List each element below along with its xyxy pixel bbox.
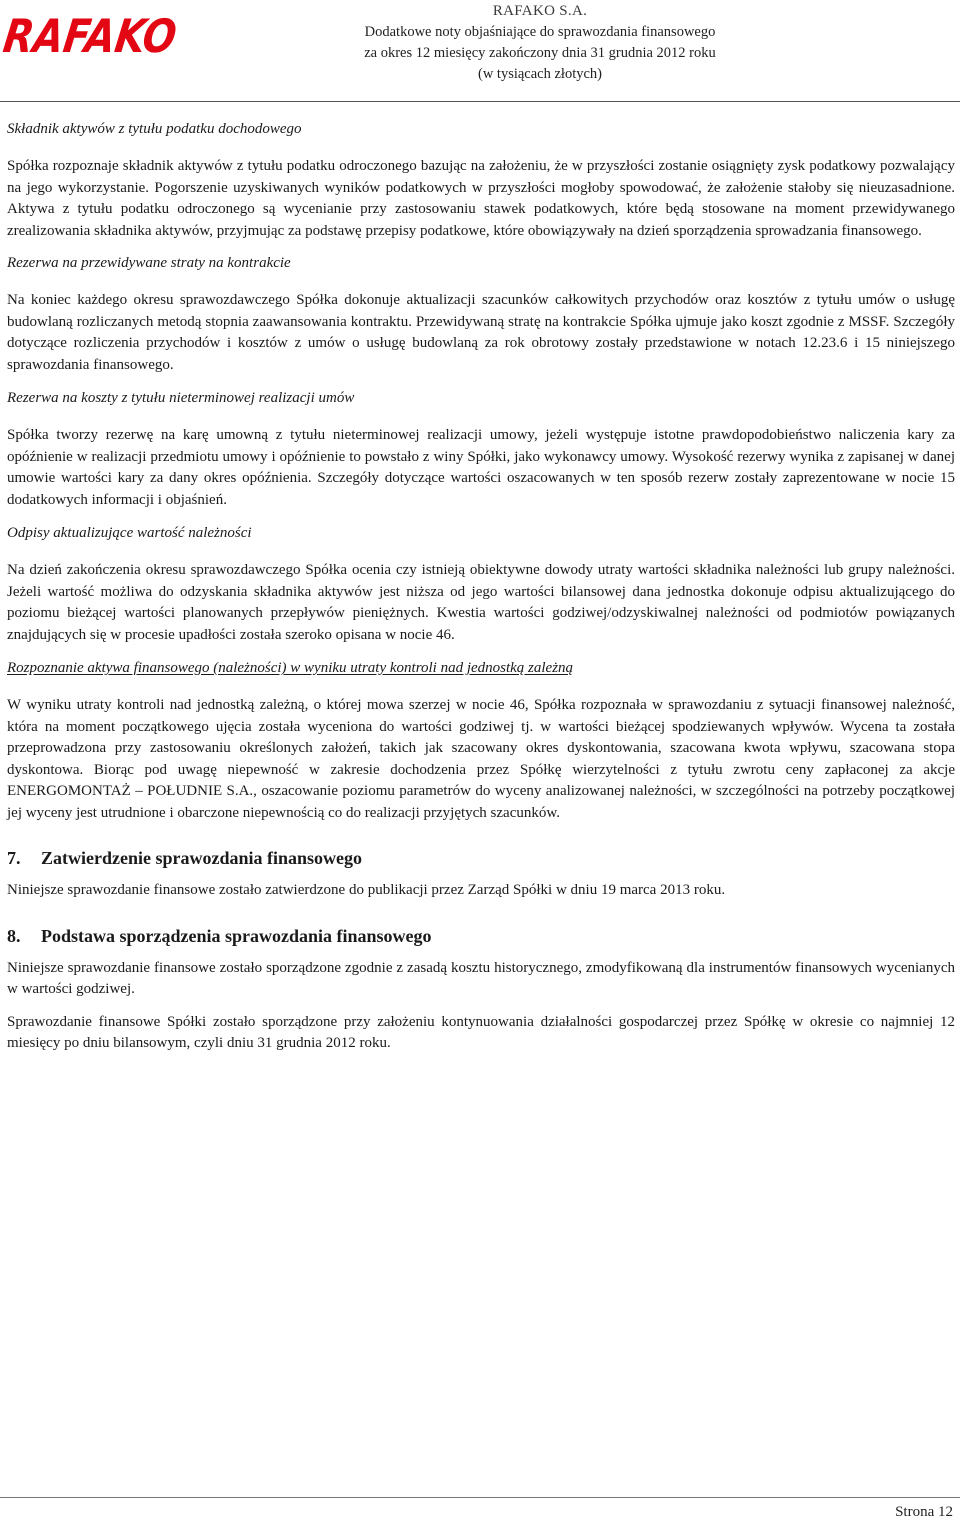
page-header [0, 0, 960, 104]
paragraph-receivables-writedowns: Na dzień zakończenia okresu sprawozdawczego Spółka ocenia czy istnieją obiektywne dowody utraty wartości składnika należności lub grupy należności. Jeżeli wartość możliwa do odzyskania składnika aktywów jest niższa od jego wartości bilansowej dana jednostka dokonuje odpisu aktualizującego do poziomu bieżącej wartości planowanych przepływów pieniężnych. Kwestia wartości godziwej/odzyskiwalnej należności od podmiotów powiązanych znajdujących się w procesie upadłości została szeroko opisana w nocie 46. [7, 562, 955, 643]
paragraph-late-delivery: Spółka tworzy rezerwę na karę umowną z tytułu nieterminowej realizacji umowy, jeżeli występuje istotne prawdopodobieństwo naliczenia kary za opóźnienie w realizacji przedmiotu umowy i opóźnienie to powstało z winy Spółki, jako wykonawcy umowy. Wysokość rezerwy wynika z zapisanej w danej umowie wartości kary za dany okres opóźnienia. Szczegóły dotyczące wartości oszacowanych w ten sposób rezerw zostały zaprezentowane w nocie 15 dodatkowych informacji i objaśnień. [7, 427, 955, 508]
document-title: Dodatkowe noty objaśniające do sprawozdania finansowego [364, 24, 716, 40]
paragraph-approval: Niniejsze sprawozdanie finansowe zostało zatwierdzone do publikacji przez Zarząd Spółki w dniu 19 marca 2013 roku. [7, 882, 726, 898]
section-title-contract-losses: Rezerwa na przewidywane straty na kontrakcie [7, 255, 291, 271]
company-name: RAFAKO S.A. [492, 3, 588, 19]
header-title-block [300, 0, 780, 85]
document-units: (w tysiącach złotych) [477, 66, 602, 82]
svg-text:RAFAKO: RAFAKO [0, 9, 212, 63]
heading-8 [7, 924, 955, 948]
paragraph-deferred-tax: Spółka rozpoznaje składnik aktywów z tytułu podatku odroczonego bazując na założeniu, że w przyszłości zostanie osiągnięty zysk podatkowy pozwalający na jego wykorzystanie. Pogorszenie uzyskiwanych wyników podatkowych w przyszłości mogłoby spowodować, że założenie stałoby się nieuzasadnione. Aktywa z tytułu podatku odroczonego są wycenianie przy zastosowaniu stawek podatkowych, które będą stosowane na moment przewidywanego zrealizowania składnika aktywów, przyjmując za podstawę przepisy podatkowe, które obowiązywały na dzień sporządzenia sprowadzania finansowego. [7, 158, 955, 239]
heading-7 [7, 846, 955, 870]
header-divider [0, 101, 960, 102]
paragraph-basis: Niniejsze sprawozdanie finansowe zostało sporządzone zgodnie z zasadą kosztu historycznego, zmodyfikowaną dla instrumentów finansowych wycenianych w wartości godziwej. [7, 959, 955, 997]
section-title-late-delivery: Rezerwa na koszty z tytułu nieterminowej realizacji umów [7, 390, 355, 406]
paragraph-going-concern: Sprawozdanie finansowe Spółki zostało sporządzone przy założeniu kontynuowania działalności gospodarczej przez Spółkę w okresie co najmniej 12 miesięcy po dniu bilansowym, czyli dniu 31 grudnia 2012 roku. [7, 1013, 955, 1051]
heading-8-text: Podstawa sporządzenia sprawozdania finansowego [41, 925, 432, 946]
section-title-receivables-writedowns: Odpisy aktualizujące wartość należności [7, 525, 252, 541]
document-body [7, 119, 955, 1066]
page-number: Strona 12 [895, 1504, 953, 1520]
section-title-financial-asset: Rozpoznanie aktywa finansowego (należności) w wyniku utraty kontroli nad jednostką zależną [7, 660, 574, 676]
heading-8-number: 8. [7, 925, 21, 946]
section-title-deferred-tax: Składnik aktywów z tytułu podatku dochodowego [7, 121, 302, 137]
heading-7-text: Zatwierdzenie sprawozdania finansowego [41, 848, 362, 868]
footer-divider [0, 1497, 960, 1498]
paragraph-contract-losses: Na koniec każdego okresu sprawozdawczego Spółka dokonuje aktualizacji szacunków całkowitych przychodów oraz kosztów z tytułu umów o usługę budowlaną rozliczanych metodą stopnia zaawansowania kontraktu. Przewidywaną stratę na kontrakcie Spółka ujmuje jako koszt zgodnie z MSSF. Szczegóły dotyczące rozliczenia przychodów i kosztów z umów o usługę budowlaną za rok obrotowy zostały przedstawione w notach 12.23.6 i 15 niniejszego sprawozdania finansowego. [7, 292, 955, 373]
paragraph-financial-asset: W wyniku utraty kontroli nad jednostką zależną, o której mowa szerzej w nocie 46, Spółka rozpoznała w sprawozdaniu z sytuacji finansowej należność, która na moment początkowego ujęcia została wyceniona do wartości godziwej tj. w wartości bieżącej spodziewanych wpływów. Wycena ta została przeprowadzona przy zastosowaniu określonych założeń, takich jak szacowany okres dyskontowania, szacowana kwota wpływu, szacowana stopa dyskontowa. Biorąc pod uwagę niepewność w zakresie dochodzenia przez Spółkę wierzytelności z tytułu zwrotu ceny zapłaconej za akcje ENERGOMONTAŻ – POŁUDNIE S.A., oszacowanie poziomu parametrów do wyceny analizowanej należności, w szczególności na potrzeby początkowej jej wyceny jest utrudnione i obarczone niepewnością co do realizacji przyjętych szacunków. [7, 697, 955, 821]
heading-7-number: 7. [7, 848, 21, 868]
document-period: za okres 12 miesięcy zakończony dnia 31 grudnia 2012 roku [364, 45, 716, 61]
rafako-logo [0, 8, 212, 63]
